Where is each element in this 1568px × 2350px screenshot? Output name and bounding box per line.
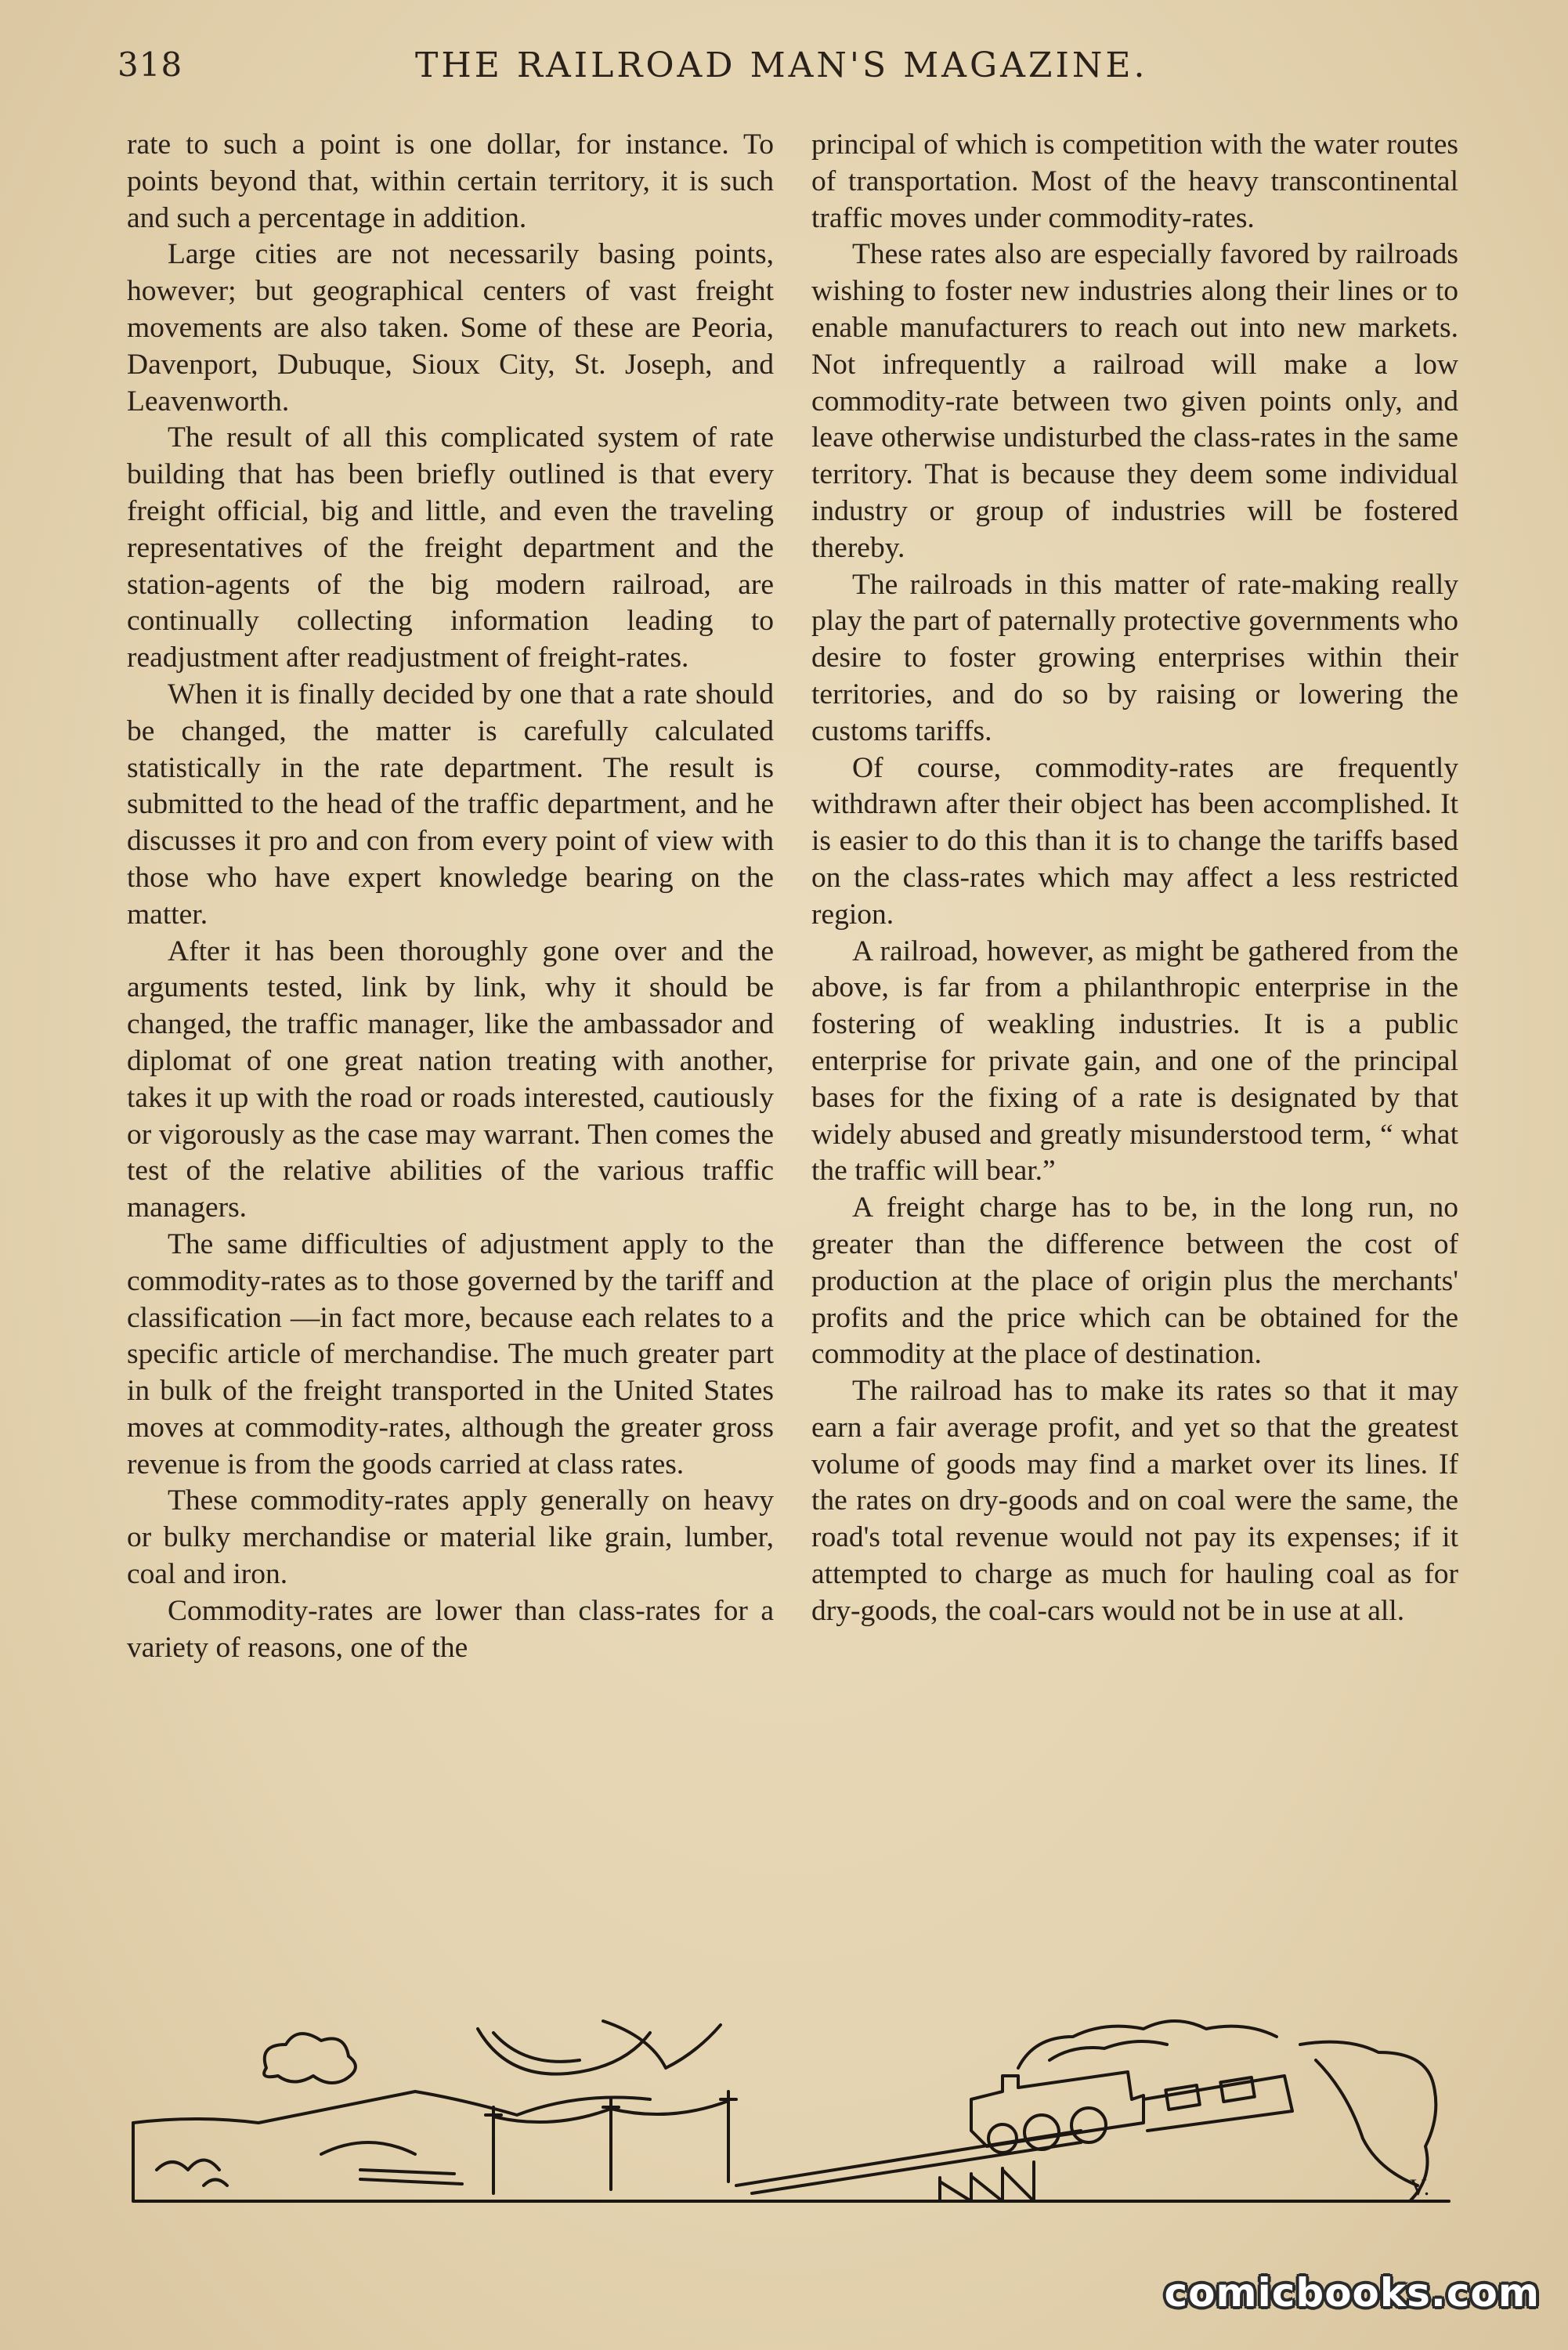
running-title: THE RAILROAD MAN'S MAGAZINE. [415,45,1148,85]
watermark-logo: comicbooks.com [1164,2270,1540,2316]
smoke-swirl-icon [478,2029,650,2074]
paragraph: The result of all this complicated system of rate building that has been briefly outlined is that every freight official, big and little, and even the traveling representatives of the freight department and the station-agents of the big modern railroad, are continually collecting information leading to readjustment after readjustment of freight-rates. [127,421,774,674]
cloud-icon [264,2034,356,2083]
paragraph: These commodity-rates apply generally on heavy or bulky merchandise or material like grain, lumber, coal and iron. [127,1484,774,1591]
paragraph: The railroads in this matter of rate-making really play the part of paternally protective governments who desire to foster growing enterprises within their territories, and do so by raising or lowering the customs tariffs. [811,568,1458,747]
page-header [117,45,1465,108]
paragraph: After it has been thoroughly gone over and the arguments tested, link by link, why it should be changed, the traffic manager, like the ambassador and diplomat of one great nation treating with another, takes it up with the road or roads interested, cautiously or vigorously as the case may warrant. Then comes the test of the relative abilities of the various traffic managers. [127,935,774,1224]
paragraph: A freight charge has to be, in the long run, no greater than the difference between the cost of production at the place of origin plus the merchants' profits and the price which can be obtained for the commodity at the place of destination. [811,1191,1458,1371]
train-landscape-illustration [125,2013,1457,2209]
left-column [127,127,774,1666]
paragraph: Commodity-rates are lower than class-rates for a variety of reasons, one of the [127,1594,774,1664]
paragraph: rate to such a point is one dollar, for instance. To points beyond that, within certain territory, it is such and such a percentage in addition. [127,128,774,234]
paragraph: The same difficulties of adjustment apply to the commodity-rates as to those governed by the tariff and classification —in fact more, because each relates to a specific article of merchandise. The much greater part in bulk of the freight transported in the United States moves at commodity-rates, although the greater gross revenue is from the goods carried at class rates. [127,1227,774,1480]
right-column [811,127,1458,1630]
paragraph: Large cities are not necessarily basing points, however; but geographical centers of vast freight movements are also taken. Some of these are Peoria, Davenport, Dubuque, Sioux City, St. Joseph, and Leavenworth. [127,238,774,418]
paragraph: Of course, commodity-rates are frequently withdrawn after their object has been accomplished. It is easier to do this than it is to change the tariffs based on the class-rates which may affect a less restricted region. [811,751,1458,931]
paragraph: principal of which is competition with the water routes of transportation. Most of the heavy transcontinental traffic moves under commodity-rates. [811,128,1458,234]
artist-signature: V. [1410,2175,1430,2200]
paragraph: A railroad, however, as might be gathered from the above, is far from a philanthropic enterprise in the fostering of weakling industries. It is a public enterprise for private gain, and one of the principal bases for the fixing of a rate is designated by that widely abused and greatly misunderstood term, “ what the traffic will bear.” [811,935,1458,1188]
paragraph: When it is finally decided by one that a rate should be changed, the matter is carefully calculated statistically in the rate department. The result is submitted to the head of the traffic department, and he discusses it pro and con from every point of view with those who have expert knowledge bearing on the matter. [127,678,774,931]
page-number: 318 [117,45,183,84]
paragraph: These rates also are especially favored by railroads wishing to foster new industries along their lines or to enable manufacturers to reach out into new markets. Not infrequently a railroad will make a low commodity-rate between two given points only, and leave otherwise undisturbed the class-rates in the same territory. That is because they deem some individual industry or group of industries will be fostered thereby. [811,238,1458,564]
paragraph: The railroad has to make its rates so that it may earn a fair average profit, and yet so that the greatest volume of goods may find a market over its lines. If the rates on dry-goods and on coal were the same, the road's total revenue would not pay its expenses; if it attempted to charge as much for hauling coal as for dry-goods, the coal-cars would not be in use at all. [811,1375,1458,1627]
